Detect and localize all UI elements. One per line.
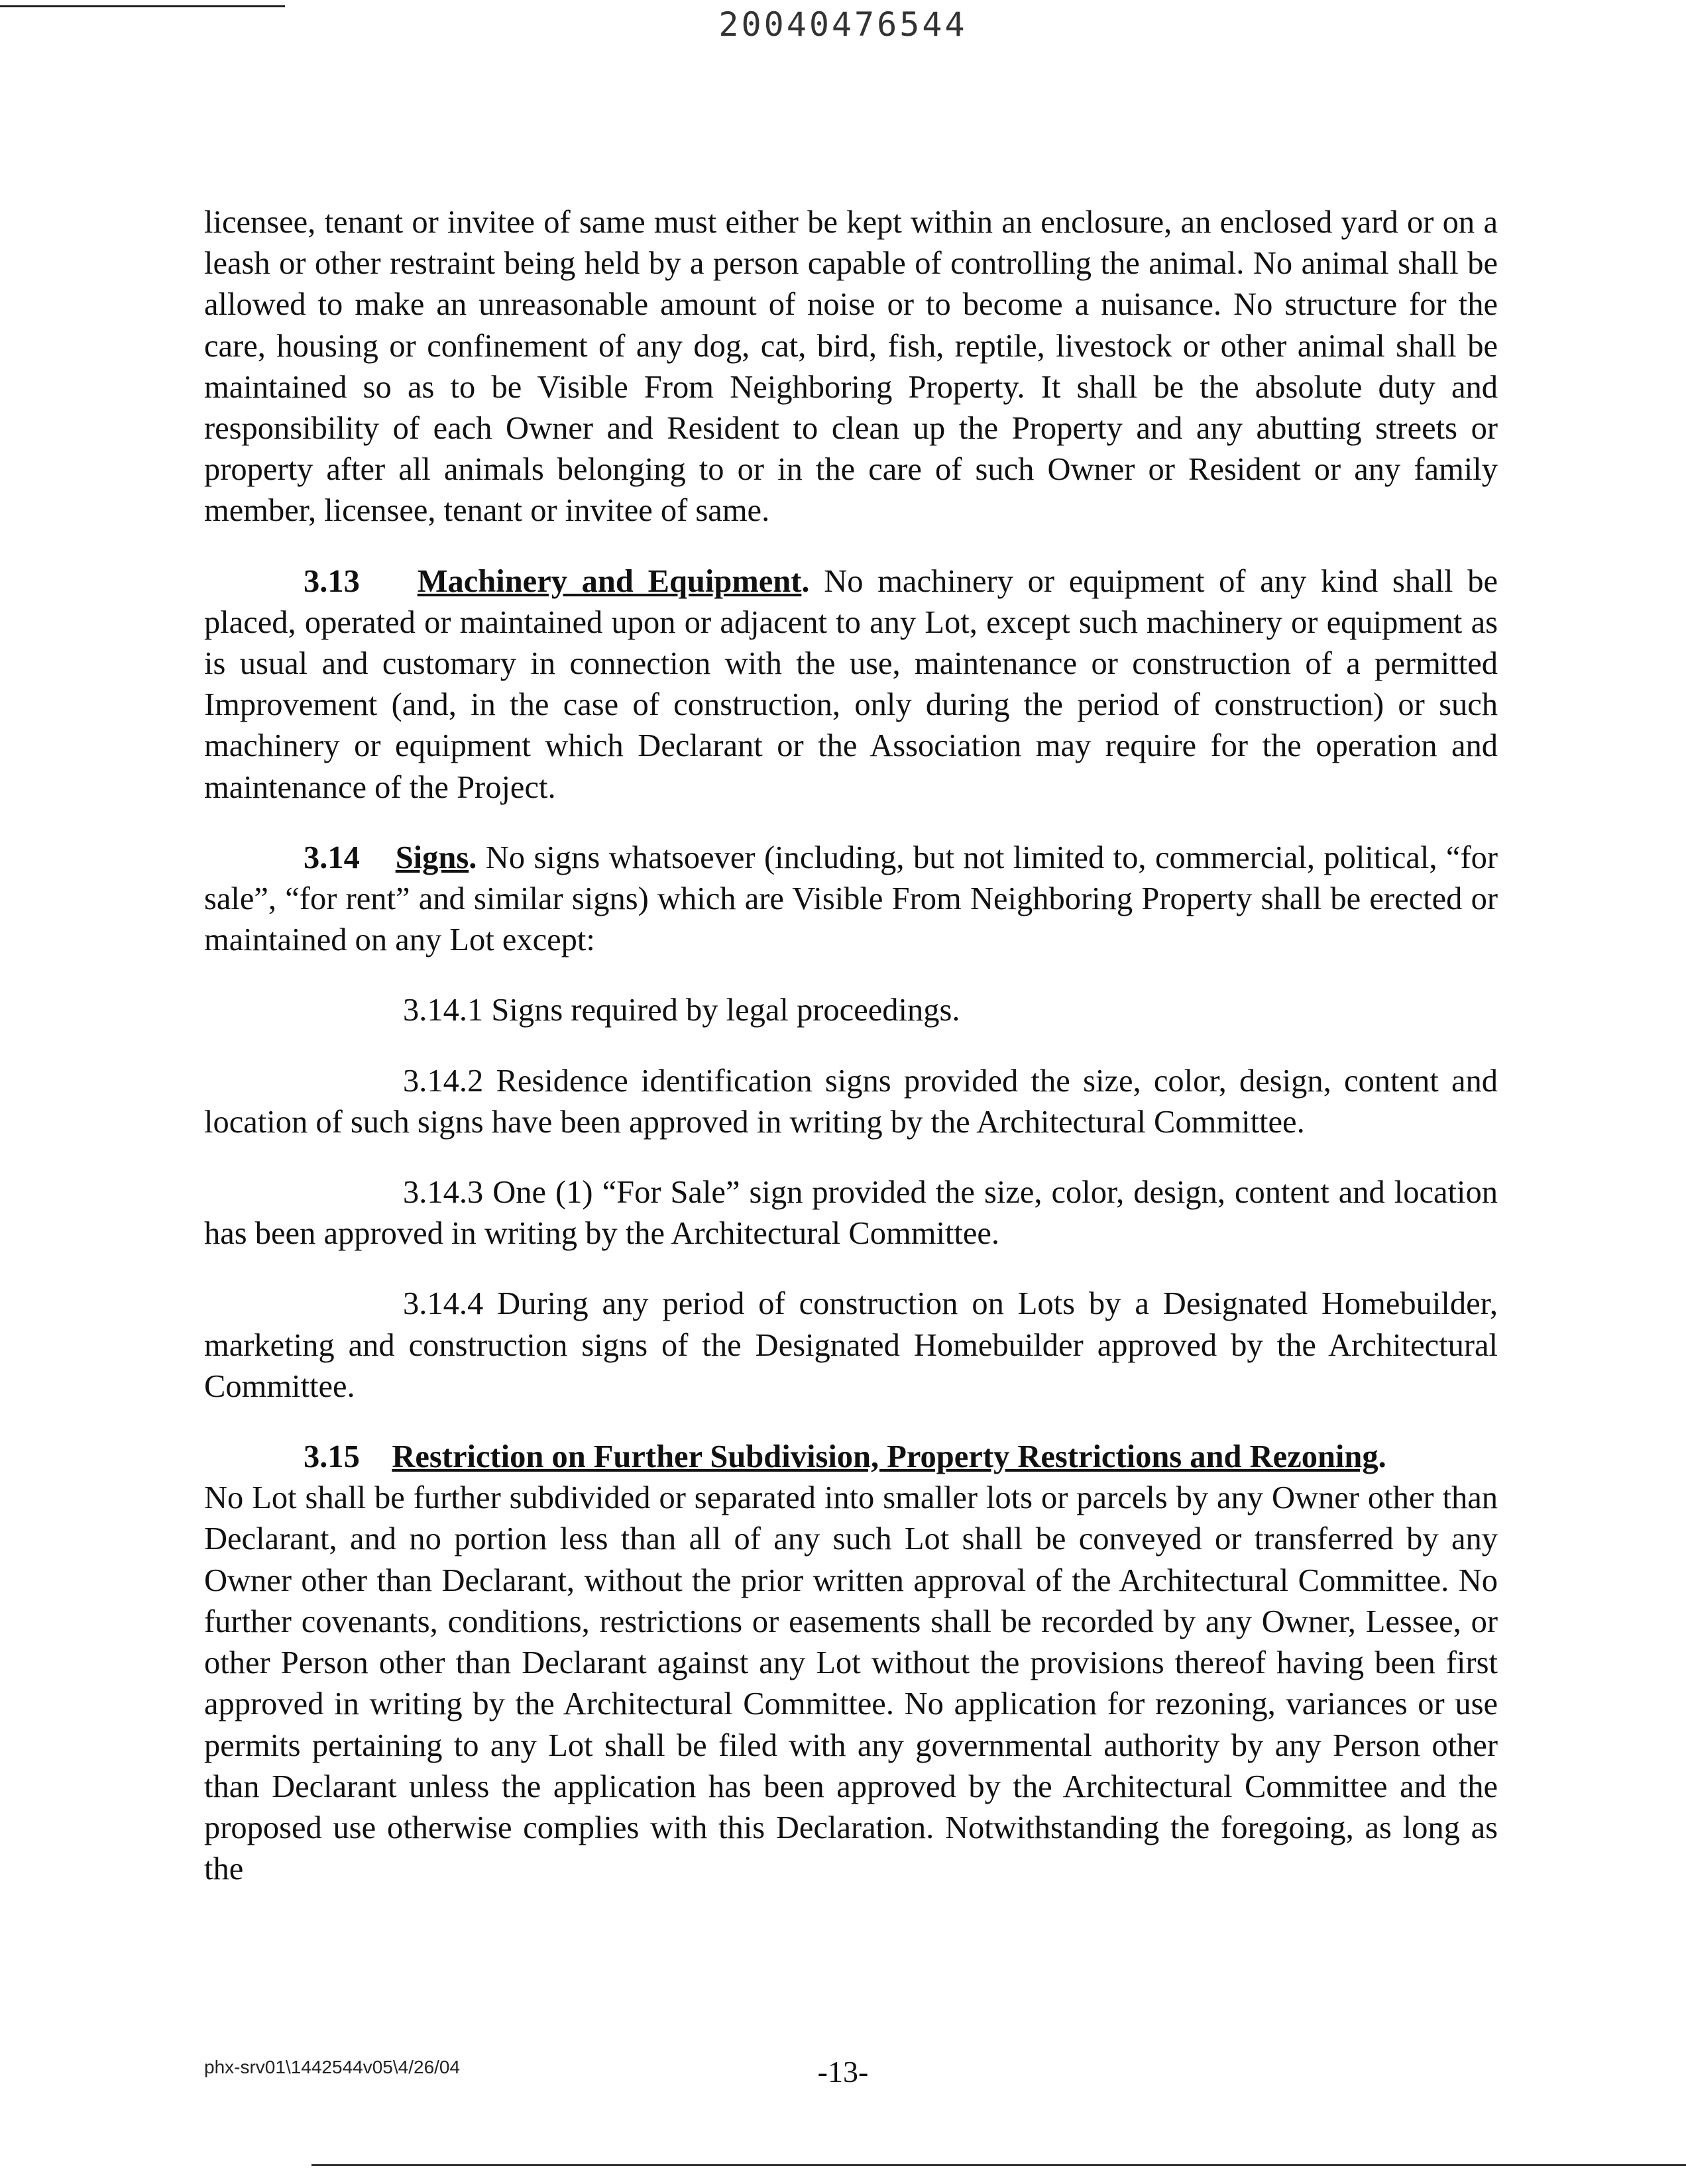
subsection-3-14-3: 3.14.3 One (1) “For Sale” sign provided the size, color, design, content and location has been approved in writing by the Architectural Committee. [204,1175,1498,1252]
section-number: 3.15 [304,1439,360,1475]
section-3-15-heading [204,1437,1498,1478]
section-text: No machinery or equipment of any kind shall be placed, operated or maintained upon or adjacent to any Lot, except such machinery or equipment as is usual and customary in connection with the use, maintenance or construction of a permitted Improvement (and, in the case of construction, only during the period of construction) or such machinery or equipment which Declarant or the Association may require for the operation and maintenance of the Project. [204,563,1498,805]
section-title-period: . [801,563,810,599]
section-title: Restriction on Further Subdivision, Property Restrictions and Rezoning [392,1439,1378,1475]
section-title: Signs [395,840,469,875]
section-title-period: . [1378,1439,1386,1475]
section-3-15-text: No Lot shall be further subdivided or separated into smaller lots or parcels by any Owner other than Declarant, and no portion less than all of any such Lot shall be conveyed or transferred by any Owner other than Declarant, without the prior written approval of the Architectural Committee. No further covenants, conditions, restrictions or easements shall be recorded by any Owner, Lessee, or other Person other than Declarant against any Lot without the provisions thereof having been first approved in writing by the Architectural Committee. No application for rezoning, variances or use permits pertaining to any Lot shall be filed with any governmental authority by any Person other than Declarant unless the application has been approved by the Architectural Committee and the proposed use otherwise complies with this Declaration. Notwithstanding the foregoing, as long as the [204,1480,1498,1887]
section-3-14 [204,838,1498,961]
section-title: Machinery and Equipment [417,563,802,599]
intro-paragraph: licensee, tenant or invitee of same must either be kept within an enclosure, an enclosed yard or on a leash or other restraint being held by a person capable of controlling the animal. No animal shall be allowed to make an unreasonable amount of noise or to become a nuisance. No structure for the care, housing or confinement of any dog, cat, bird, fish, reptile, livestock or other animal shall be maintained so as to be Visible From Neighboring Property. It shall be the absolute duty and responsibility of each Owner and Resident to clean up the Property and any abutting streets or property after all animals belonging to or in the care of such Owner or Resident or any family member, licensee, tenant or invitee of same. [204,205,1498,529]
section-3-13 [204,561,1498,808]
page-number: -13- [817,2055,869,2089]
file-reference: phx-srv01\1442544v05\4/26/04 [204,2057,461,2077]
page-body [204,202,1498,1890]
subsection-3-14-2: 3.14.2 Residence identification signs provided the size, color, design, content and location of such signs have been approved in writing by the Architectural Committee. [204,1063,1498,1140]
section-title-period: . [469,840,477,875]
section-text: No signs whatsoever (including, but not limited to, commercial, political, “for sale”, “for rent” and similar signs) which are Visible From Neighboring Property shall be erected or maintained on any Lot except: [204,840,1498,958]
document-number: 20040476544 [718,5,968,44]
section-number: 3.14 [304,840,360,875]
section-number: 3.13 [304,563,360,599]
subsection-3-14-4: 3.14.4 During any period of construction on Lots by a Designated Homebuilder, marketing and construction signs of the Designated Homebuilder approved by the Architectural Committee. [204,1286,1498,1404]
bottom-rule [311,2164,1686,2166]
subsection-3-14-1: 3.14.1 Signs required by legal proceedings. [403,993,960,1028]
